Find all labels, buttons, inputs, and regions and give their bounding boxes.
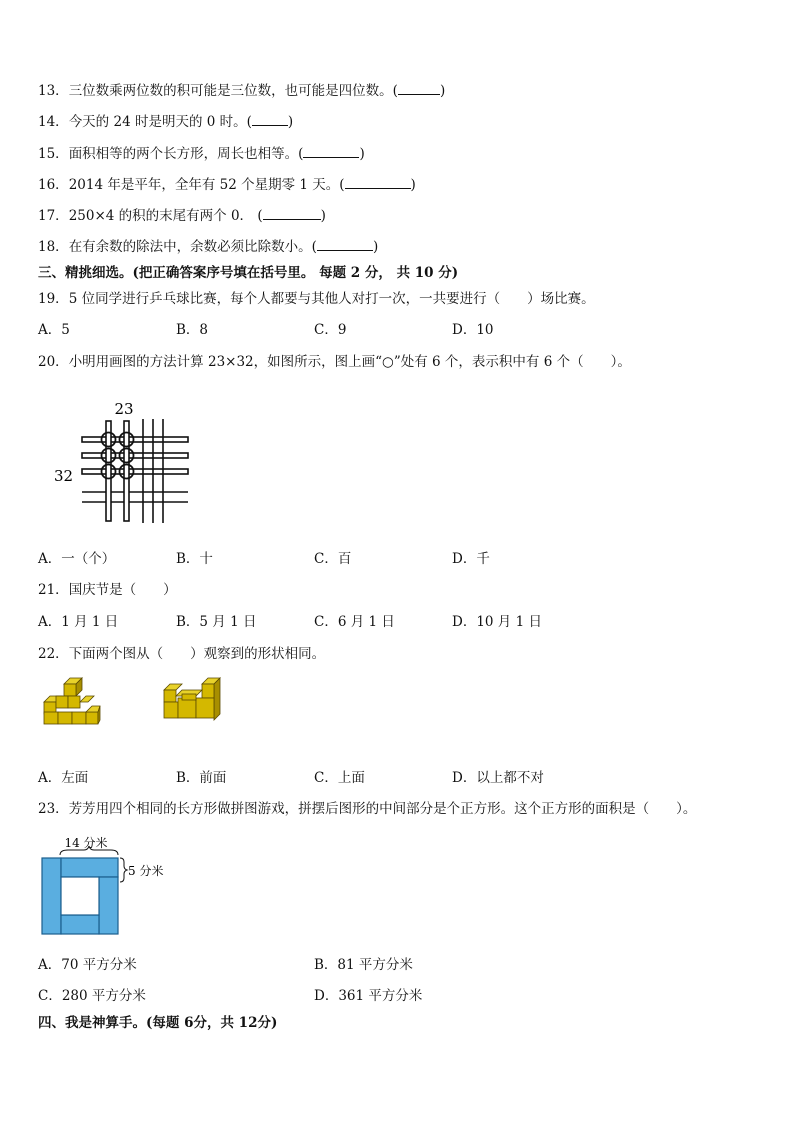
- option-b[interactable]: B．8: [176, 322, 209, 338]
- cube-figure-left: [42, 676, 104, 726]
- horizontal-lines: [82, 437, 188, 502]
- question-number: 22．: [38, 646, 69, 662]
- answer-blank[interactable]: [252, 113, 288, 126]
- question-text: 三位数乘两位数的积可能是三位数，也可能是四位数。(: [68, 83, 398, 99]
- answer-blank[interactable]: [317, 238, 373, 251]
- option-c[interactable]: C．6 月 1 日: [314, 614, 395, 630]
- question-text: 2014 年是平年，全年有 52 个星期零 1 天。(: [68, 177, 345, 193]
- question-text: 今天的 24 时是明天的 0 时。(: [68, 114, 252, 130]
- question-number: 16．: [38, 177, 69, 193]
- rectangle-puzzle-figure: [38, 833, 168, 938]
- option-d[interactable]: D．361 平方分米: [314, 988, 423, 1004]
- option-a[interactable]: A．70 平方分米: [38, 957, 137, 973]
- question-16: 16．2014 年是平年，全年有 52 个星期零 1 天。( ): [38, 177, 416, 193]
- question-number: 23．: [38, 801, 69, 817]
- question-number: 15．: [38, 146, 69, 162]
- question-text: 在有余数的除法中，余数必须比除数小。(: [68, 239, 317, 255]
- option-b[interactable]: B．5 月 1 日: [176, 614, 257, 630]
- question-15: 15．面积相等的两个长方形，周长也相等。( ): [38, 146, 365, 162]
- option-c[interactable]: C．上面: [314, 770, 365, 786]
- option-b[interactable]: B．81 平方分米: [314, 957, 413, 973]
- question-text: 面积相等的两个长方形，周长也相等。(: [68, 146, 304, 162]
- answer-blank[interactable]: [345, 176, 411, 189]
- option-a[interactable]: A．5: [38, 322, 70, 338]
- option-d[interactable]: D．以上都不对: [452, 770, 544, 786]
- question-number: 14．: [38, 114, 69, 130]
- question-number: 13．: [38, 83, 69, 99]
- question-20: [38, 353, 631, 371]
- option-c[interactable]: C．百: [314, 551, 352, 567]
- option-b[interactable]: B．前面: [176, 770, 227, 786]
- question-23: [38, 800, 696, 818]
- question-number: 18．: [38, 239, 69, 255]
- question-19: [38, 290, 595, 308]
- answer-blank[interactable]: [263, 207, 321, 220]
- line-multiplication-figure: [50, 395, 195, 525]
- answer-blank[interactable]: [398, 82, 440, 95]
- question-21: [38, 581, 177, 599]
- question-text: 小明用画图的方法计算 23×32，如图所示，图上画“○”处有 6 个，表示积中有 6 个（ ）。: [68, 354, 631, 370]
- figure-label-32: 32: [54, 467, 74, 485]
- option-d[interactable]: D．10: [452, 322, 494, 338]
- question-text: 国庆节是（ ）: [68, 582, 177, 598]
- question-text: 250×4 的积的末尾有两个 0． (: [68, 208, 263, 224]
- question-22: [38, 645, 325, 663]
- question-number: 21．: [38, 582, 69, 598]
- length-label: 14 分米: [64, 836, 108, 850]
- figure-label-23: 23: [114, 400, 134, 418]
- option-a[interactable]: A．左面: [38, 770, 89, 786]
- question-number: 17．: [38, 208, 69, 224]
- question-13: 13．三位数乘两位数的积可能是三位数，也可能是四位数。( ): [38, 83, 446, 99]
- width-brace: [120, 858, 127, 882]
- option-a[interactable]: A．1 月 1 日: [38, 614, 119, 630]
- question-text: 5 位同学进行乒乓球比赛，每个人都要与其他人对打一次，一共要进行（ ）场比赛。: [68, 291, 595, 307]
- option-c[interactable]: C．9: [314, 322, 347, 338]
- answer-blank[interactable]: [303, 145, 359, 158]
- question-number: 19．: [38, 291, 69, 307]
- option-d[interactable]: D．10 月 1 日: [452, 614, 542, 630]
- option-d[interactable]: D．千: [452, 551, 490, 567]
- option-a[interactable]: A．一（个）: [38, 551, 116, 567]
- question-14: 14．今天的 24 时是明天的 0 时。( ): [38, 114, 294, 130]
- section-4-title: 四、我是神算手。(每题 6分，共 12分): [38, 1015, 278, 1031]
- question-number: 20．: [38, 354, 69, 370]
- question-18: 18．在有余数的除法中，余数必须比除数小。( ): [38, 239, 379, 255]
- option-c[interactable]: C．280 平方分米: [38, 988, 146, 1004]
- section-3-title: 三、精挑细选。(把正确答案序号填在括号里。 每题 2 分， 共 10 分): [38, 265, 459, 281]
- width-label: 5 分米: [128, 864, 164, 878]
- cube-figure-right: [162, 676, 226, 726]
- question-text: 芳芳用四个相同的长方形做拼图游戏，拼摆后图形的中间部分是个正方形。这个正方形的面积是（ ）。: [68, 801, 697, 817]
- question-17: 17．250×4 的积的末尾有两个 0． ( ): [38, 208, 326, 224]
- option-b[interactable]: B．十: [176, 551, 213, 567]
- question-text: 下面两个图从（ ）观察到的形状相同。: [68, 646, 326, 662]
